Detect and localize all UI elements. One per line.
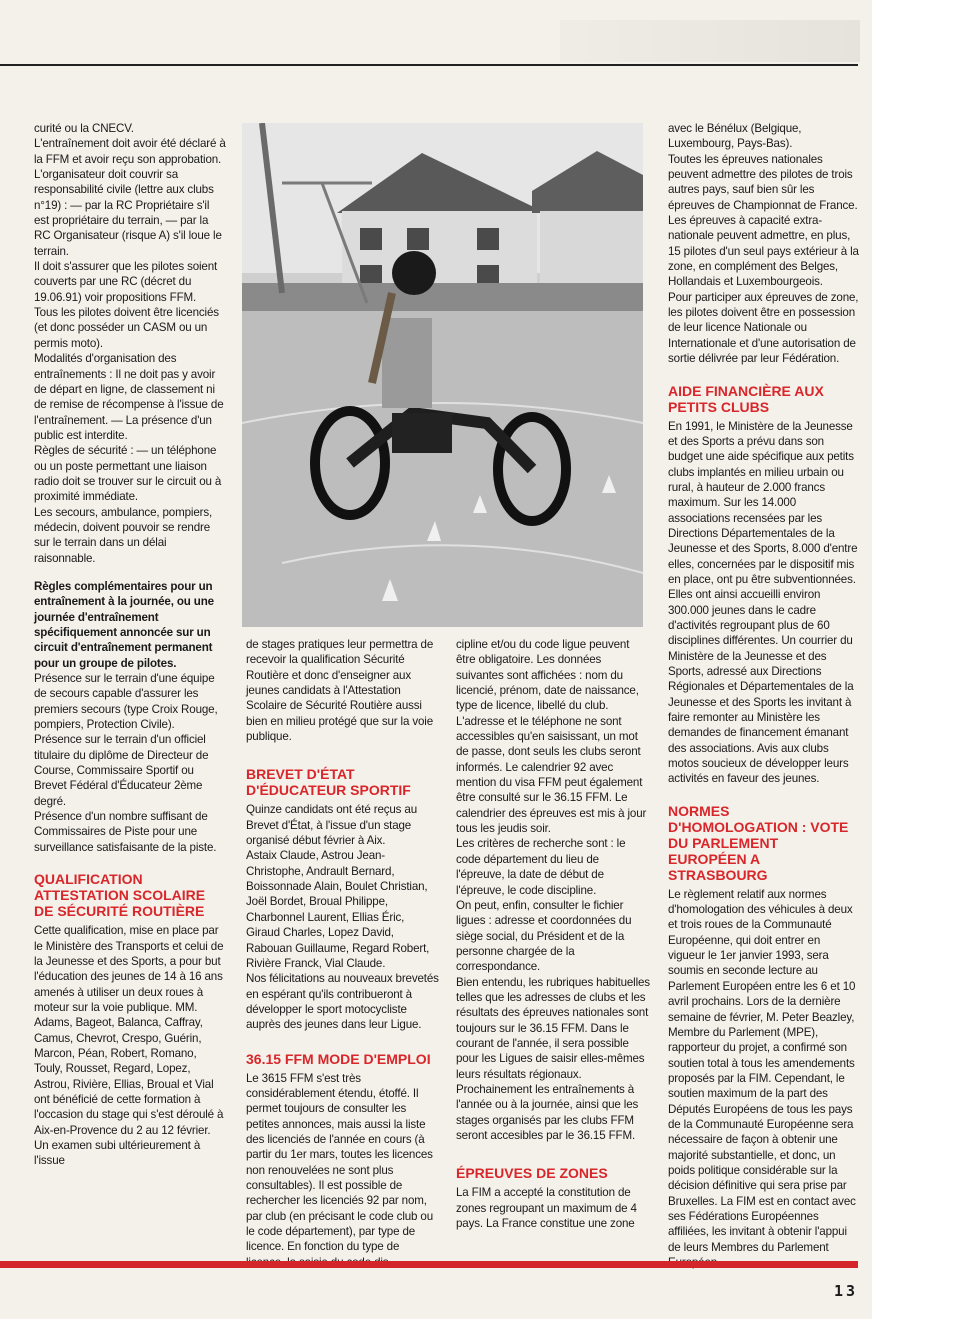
column-3 — [456, 637, 650, 1231]
paragraph: curité ou la CNECV. — [34, 122, 134, 135]
paragraph: L'organisateur doit couvrir sa responsabilité civile (lettre aux clubs n°19) : — par la RC Propriétaire s'il est propriétaire du terrain, — par la RC Organisateur (risque A) s'il loue le terrain. — [34, 168, 222, 258]
paragraph: Règles de sécurité : — un téléphone ou un poste permettant une liaison radio doit se trouver sur le circuit ou à proximité immédiate. — [34, 444, 222, 504]
paragraph: de stages pratiques leur permettra de recevoir la qualification Sécurité Routière et donc d'enseigner aux jeunes candidats à l'Attestation Scolaire de Sécurité Routière aussi bien en milieu protégé que sur la voie publique. — [246, 638, 434, 744]
paragraph: Tous les pilotes doivent être licenciés (et donc posséder un CASM ou un permis moto). — [34, 306, 219, 350]
bottom-red-bar — [0, 1261, 858, 1268]
paragraph: Présence sur le terrain d'un officiel titulaire du diplôme de Directeur de Course, Commissaire Sportif ou Brevet Fédéral d'Éducateur 2ème degré. — [34, 733, 209, 808]
section-heading: NORMES D'HOMOLOGATION : VOTE DU PARLEMENT EUROPÉEN A STRASBOURG — [668, 802, 849, 883]
motorbike-photo — [242, 123, 643, 627]
paragraph: Toutes les épreuves nationales peuvent admettre des pilotes de trois autres pays, sauf bien sûr les épreuves de Championnat de France. Les épreuves à capacité extra-nationale peuvent admettre, en plus, 15 pilotes d'un seul pays extérieur à la zone, en complément des Belges, Hollandais et Luxembourgeois. — [668, 152, 859, 289]
paragraph: Présence sur le terrain d'une équipe de secours capable d'assurer les premiers secours (type Croix Rouge, pompiers, Protection Civile). — [34, 672, 218, 732]
paragraph: Les critères de recherche sont : le code département du lieu de l'épreuve, la date de début de l'épreuve, le code discipline. — [456, 837, 626, 897]
paragraph: Cette qualification, mise en place par le Ministère des Transports et celui de la Jeunesse et des Sports, a pour but l'éducation des jeunes de 14 à 16 ans amenés à utiliser un deux roues à moteur sur la voie publique. MM. Adams, Bageot, Balanca, Caffray, Camus, Chevrot, Crespo, Guérin, Marcon, Péan, Robert, Romano, Touly, Rousset, Regard, Lopez, Astrou, Rivière, Ellias, Broual et Vial ont bénéficié de cette formation à l'occasion du stage qui s'est déroulé à Aix-en-Provence du 2 au 12 février. Un examen subi ultérieurement à l'issue — [34, 924, 224, 1168]
top-rule — [0, 64, 858, 66]
paragraph: cipline et/ou du code ligue peuvent être obligatoire. Les données suivantes sont affichées : nom du licencié, prénom, date de naissance, type de licence, libellé du club. L'adresse et le téléphone ne sont accessibles qu'en saisissant, un mot de passe, dont seuls les clubs seront informés. Le calendrier 92 avec mention du visa FFM peut également être consulté sur le 36.15 FFM. Le calendrier des épreuves est mis à jour tous les jeudis soir. — [456, 638, 647, 836]
paragraph: La FIM a accepté la constitution de zones regroupant un maximum de 4 pays. La France constitue une zone — [456, 1186, 637, 1231]
section-heading: ÉPREUVES DE ZONES — [456, 1165, 608, 1182]
section-heading: 36.15 FFM MODE D'EMPLOI — [246, 1050, 431, 1067]
section-heading: AIDE FINANCIÈRE AUX PETITS CLUBS — [668, 382, 824, 415]
paragraph: Les secours, ambulance, pompiers, médecin, doivent pouvoir se rendre sur le terrain dans un délai raisonnable. — [34, 505, 213, 565]
column-2 — [246, 637, 440, 1270]
paragraph: Bien entendu, les rubriques habituelles telles que les adresses de clubs et les résultats des épreuves nationales sont toujours sur le 36.15 FFM. Dans le courant de l'année, il sera possible pour les Ligues de saisir elles-mêmes leurs résultats régionaux. — [456, 975, 650, 1081]
paragraph: En 1991, le Ministère de la Jeunesse et des Sports a prévu dans son budget une aide spécifique aux petits clubs implantés en milieu urbain ou rural, à hauteur de 2.000 francs maximum. Sur les 14.000 associations recensées par les Directions Départementales de la Jeunesse et des Sports, 8.000 d'entre elles, concernées par le dispositif mis en place, ont pu être subventionnées. Elles ont ainsi accueilli environ 300.000 jeunes dans le cadre d'activités regroupant plus de 60 disciplines différentes. Un courrier du Ministère de la Jeunesse et des Sports, adressé aux Directions Régionales et Départementales de la Jeunesse et des Sports les invitant à faire remonter au Ministère les demandes de financement émanant des associations. Avis aux clubs motos soucieux de développer leurs activités en faveur des jeunes. — [668, 419, 858, 786]
paragraph: On peut, enfin, consulter le fichier ligues : adresse et coordonnées du siège social, du Président et de la personne chargée de la correspondance. — [456, 898, 632, 974]
paragraph: Nos félicitations au nouveaux brevetés en espérant qu'ils contribueront à développer le sport motocycliste auprès des jeunes dans leur Ligue. — [246, 972, 439, 1032]
page-number: 13 — [834, 1282, 859, 1300]
paragraph: Quinze candidats ont été reçus au Brevet d'État, à l'issue d'un stage organisé début février à Aix. — [246, 803, 418, 848]
section-heading: BREVET D'ÉTAT D'ÉDUCATEUR SPORTIF — [246, 766, 411, 799]
paragraph: Le règlement relatif aux normes d'homologation des véhicules à deux et trois roues de la Communauté Européenne, qui doit entrer en vigueur le 1er janvier 1993, sera soumis en seconde lecture au Parlement Européen entre les 6 et 10 avril prochains. Lors de la dernière semaine de février, M. Peter Beazley, Membre du Parlement (MPE), rapporteur du projet, a confirmé son soutien total à tous les amendements proposés par la FIM. Cependant, le soutien maximum de la part des Députés Européens de tous les pays de la Communauté Européenne sera nécessaire de façon à obtenir une majorité substantielle, et donc, un poids politique considérable sur la décision définitive qui sera prise par Bruxelles. La FIM est en contact avec ses Fédérations Européennes affiliées, les invitant à obtenir l'appui de leurs Membres du Parlement — [668, 887, 856, 1254]
paragraph: Prochainement les entraînements à l'année ou à la journée, ainsi que les stages organisés par les clubs FFM seront accesibles par le 36.15 FFM. — [456, 1082, 639, 1142]
paragraph: Pour participer aux épreuves de zone, les pilotes doivent être en possession de leur licence Nationale ou Internationale et d'une autorisation de sortie délivrée par leur Fédération. — [668, 290, 859, 366]
paragraph: Il doit s'assurer que les pilotes soient couverts par une RC (décret du 19.06.91) voir propositions FFM. — [34, 260, 218, 304]
bold-paragraph: Règles complémentaires pour un entraînement à la journée, ou une journée d'entraînement spécifiquement annoncée sur un circuit d'entraînement permanent pour un groupe de pilotes. — [34, 579, 214, 670]
paragraph: L'entraînement doit avoir été déclaré à la FFM et avoir reçu son approbation. — [34, 137, 226, 166]
paragraph: Présence d'un nombre suffisant de Commissaires de Piste pour une surveillance satisfaisante de la piste. — [34, 810, 217, 854]
column-1 — [34, 121, 226, 1169]
column-4 — [668, 121, 860, 1270]
paragraph: avec le Bénélux (Belgique, Luxembourg, Pays-Bas). — [668, 122, 802, 151]
faded-header-area — [560, 20, 860, 62]
paragraph: Astaix Claude, Astrou Jean-Christophe, Andrault Bernard, Boissonnade Alain, Boulet Christian, Joël Bordet, Broual Philippe, Charbonnel Laurent, Ellias Éric, Giraud Charles, Lopez David, Rabouan Guillaume, Regard Robert, Rivière Franck, Vial Claude. — [246, 849, 430, 970]
page-edge — [872, 0, 956, 1319]
paragraph: Modalités d'organisation des entraînements : Il ne doit pas y avoir de départ en ligne, de classement ni de remise de récompense à l'issue de l'entraînement. — La présence d'un public est interdite. — [34, 352, 224, 442]
paragraph: Le 3615 FFM s'est très considérablement étendu, étoffé. Il permet toujours de consulter les petites annonces, mais aussi la liste des licenciés de l'année en cours (à partir du 1er mars, toutes les licences non renouvelées ne sont plus consultables). Il est possible de rechercher les licenciés 92 par nom, par club (en précisant le code club ou le code département), par type de licence. En fonction du type de — [246, 1071, 434, 1254]
section-heading: QUALIFICATION ATTESTATION SCOLAIRE DE SÉCURITÉ ROUTIÈRE — [34, 871, 206, 920]
